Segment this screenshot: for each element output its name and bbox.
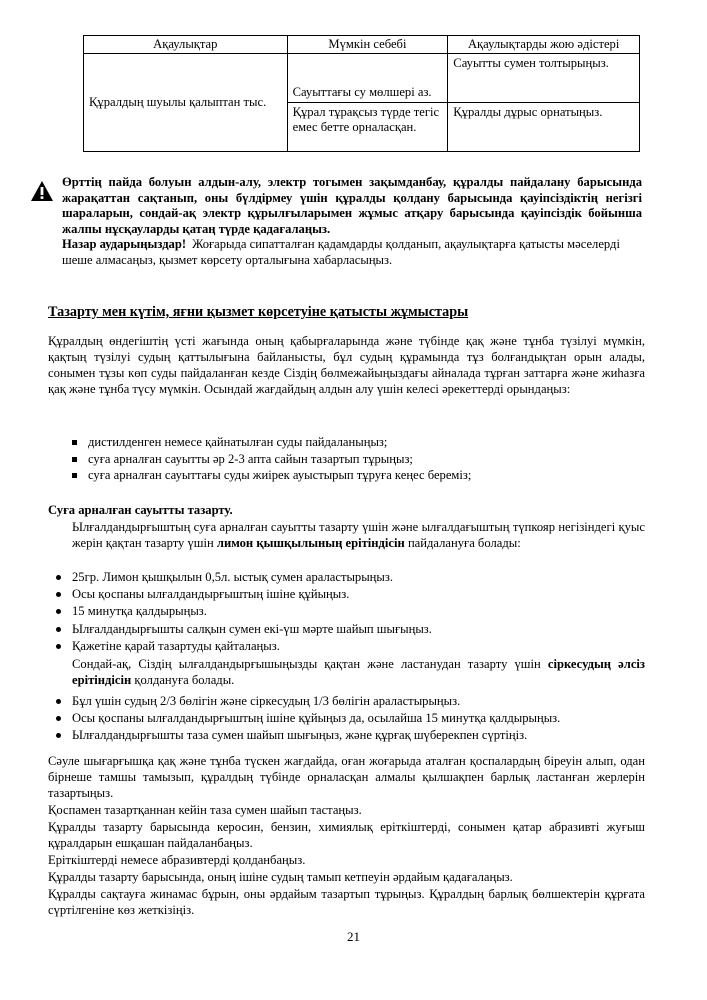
table-header-row <box>84 36 640 54</box>
round-bullet-icon <box>56 716 61 721</box>
list-item: суға арналған сауытты әр 2-3 апта сайын тазартып тұрыңыз; <box>70 451 630 468</box>
closing-paragraph: Құралды тазарту барысында, оның ішіне судың тамып кетпеуін әрдайым қадағалаңыз. <box>48 870 513 884</box>
remedy-cell: Сауытты сумен толтырыңыз. <box>448 54 640 103</box>
troubleshooting-table <box>83 35 640 152</box>
round-bullet-icon <box>56 699 61 704</box>
table-header-remedies: Ақаулықтарды жою әдістері <box>448 36 640 54</box>
intro-paragraph: Құралдың өндегіштің үсті жағында оның қабырғаларында және түбінде қақ және тұнба түзілуі мүмкін, қақтың түзілуі судың қаттылығына байланысты, бұл судың құрамында тұз болғандықтан орын алады, сонымен тұзы көп суды пайдаланған кезде Сіздің бөлмежайыңыздағы айналада тұрған заттарға және жиһазға қақ және тұнба түсу мүмкін. Осындай жағдайдың алдын алу үшін келесі әрекеттерді орындаңыз: <box>48 334 645 396</box>
closing-paragraph: Құралды сақтауға жинамас бұрын, оны әрдайым тазартып тұрыңыз. Құралдың барлық бөлшектерін құрғата сүртілгеніне көз жеткізіңіз. <box>48 887 645 917</box>
square-bullet-icon <box>72 457 77 462</box>
page-number: 21 <box>347 929 360 944</box>
closing-paragraph: Сәуле шығарғышқа қақ және тұнба түскен жағдайда, оған жоғарыда аталған қоспалардың біреуін алып, одан бірнеше тамшы тамызып, құралдың түбінде орналасқан алмалы қылшақпен барлық ластанған жерлерін тазартыңыз. <box>48 754 645 800</box>
note-text: Жоғарыда сипатталған қадамдарды қолданып, ақаулықтарға қатысты мәселерді шеше алмасаңыз, қызмет көрсету орталығына хабарласыңыз. <box>62 237 620 267</box>
round-bullet-icon <box>56 627 61 632</box>
vinegar-note: Сондай-ақ, Сіздің ылғалдандырғышыңызды қақтан және ластанудан тазарту үшін сіркесудың әлсіз ерітіндісін қолдануға болады. <box>72 657 645 687</box>
list-item: Қажетіне қарай тазартуды қайталаңыз. <box>48 638 645 655</box>
cause-cell: Құрал тұрақсыз түрде тегіс емес бетте орналасқан. <box>287 103 448 152</box>
closing-paragraph: Еріткіштерді немесе абразивтерді қолданбаңыз. <box>48 853 306 867</box>
warning-text: Өрттің пайда болуын алдын-алу, электр тогымен зақымданбау, құралды пайдалану барысында жарақаттан сақтанып, оны бүлдірмеу үшін құралды қолдану барысында қауіпсіздіктің негізгі шараларын, сондай-ақ электр құрылғыларымен жұмыс атқару барысында қауіпсіздік бойынша жалпы нұсқауларды қатаң түрде қадағалаңыз. <box>62 175 642 236</box>
list-item: Бұл үшін судың 2/3 бөлігін және сіркесудың 1/3 бөлігін араластырыңыз. <box>48 693 645 710</box>
closing-instructions <box>48 753 645 918</box>
round-bullet-icon <box>56 644 61 649</box>
list-item: Ылғалдандырғышты таза сумен шайып шығыңыз, және құрғақ шүберекпен сүртіңіз. <box>48 727 645 744</box>
list-item: Осы қоспаны ылғалдандырғыштың ішіне құйыңыз. <box>48 586 645 603</box>
round-bullet-icon <box>56 575 61 580</box>
round-bullet-icon <box>56 609 61 614</box>
tips-list <box>70 434 630 484</box>
list-item: Ылғалдандырғышты салқын сумен екі-үш мәрте шайып шығыңыз. <box>48 621 645 638</box>
list-item: дистилденген немесе қайнатылған суды пайдаланыңыз; <box>70 434 630 451</box>
vinegar-steps-list <box>48 693 645 745</box>
table-header-faults: Ақаулықтар <box>84 36 288 54</box>
square-bullet-icon <box>72 473 77 478</box>
warning-triangle-icon <box>31 181 53 201</box>
list-item: Осы қоспаны ылғалдандырғыштың ішіне құйыңыз да, осылайша 15 минутқа қалдырыңыз. <box>48 710 645 727</box>
list-item: 25гр. Лимон қышқылын 0,5л. ыстық сумен араластырыңыз. <box>48 569 645 586</box>
citric-steps-list <box>48 569 645 655</box>
cleaning-title: Суға арналған сауытты тазарту. <box>48 503 233 517</box>
list-item: 15 минутқа қалдырыңыз. <box>48 603 645 620</box>
section-title: Тазарту мен күтім, яғни қызмет көрсетуіне қатысты жұмыстары <box>48 304 469 320</box>
citric-acid-solution: лимон қышқылының ерітіндісін <box>216 536 405 550</box>
vinegar-solution: сіркесудың әлсіз ерітіндісін <box>72 657 645 687</box>
round-bullet-icon <box>56 733 61 738</box>
note-label: Назар аударыңыздар! <box>62 237 187 252</box>
table-header-causes: Мүмкін себебі <box>287 36 448 54</box>
cause-cell: Сауыттағы су мөлшері аз. <box>287 54 448 103</box>
table-row <box>84 54 640 103</box>
closing-paragraph: Қоспамен тазартқаннан кейін таза сумен шайып тастаңыз. <box>48 803 362 817</box>
fault-cell: Құралдың шуылы қалыптан тыс. <box>84 54 288 152</box>
square-bullet-icon <box>72 440 77 445</box>
remedy-cell: Құралды дұрыс орнатыңыз. <box>448 103 640 152</box>
list-item: суға арналған сауыттағы суды жиірек ауыстырып тұруға кеңес береміз; <box>70 467 630 484</box>
cleaning-lead: Ылғалдандырғыштың суға арналған сауытты тазарту үшін және ылғалдағыштың түпкояр негізіндегі қуыс жерін қақтан тазарту үшін лимон қышқылының ерітіндісін пайдалануға болады: <box>72 520 645 550</box>
closing-paragraph: Құралды тазарту барысында керосин, бензин, химиялық еріткіштерді, сонымен қатар абразивті жуғыш құралдарын ешқашан пайдаланбаңыз. <box>48 820 645 850</box>
round-bullet-icon <box>56 592 61 597</box>
safety-warning <box>62 175 642 269</box>
